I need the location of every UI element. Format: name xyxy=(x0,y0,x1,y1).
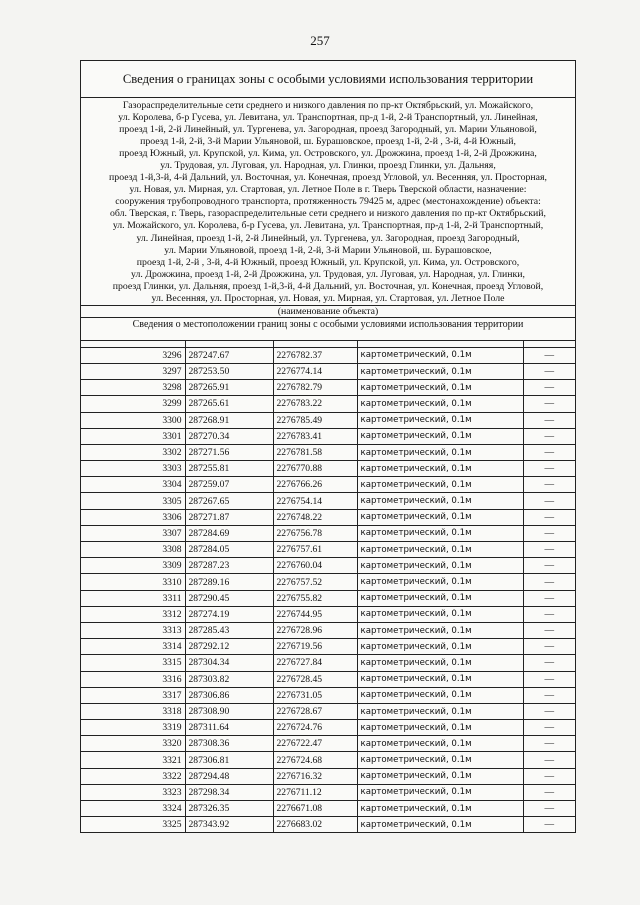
point-number-cell: 3301 xyxy=(81,428,185,444)
table-row xyxy=(81,720,575,736)
table-row xyxy=(81,655,575,671)
x-coordinate-cell: 287311.64 xyxy=(185,720,273,736)
table-row xyxy=(81,347,575,363)
object-caption: (наименование объекта) xyxy=(81,305,575,318)
point-number-cell: 3303 xyxy=(81,461,185,477)
extra-cell: — xyxy=(523,752,575,768)
method-cell: картометрический, 0.1м xyxy=(357,380,523,396)
extra-cell: — xyxy=(523,525,575,541)
extra-cell: — xyxy=(523,622,575,638)
point-number-cell: 3316 xyxy=(81,671,185,687)
x-coordinate-cell: 287284.05 xyxy=(185,542,273,558)
table-row xyxy=(81,558,575,574)
table-row xyxy=(81,412,575,428)
method-cell: картометрический, 0.1м xyxy=(357,558,523,574)
point-number-cell: 3297 xyxy=(81,363,185,379)
object-description-line: обл. Тверская, г. Тверь, газораспределительные сети среднего и низкого давления по пр-кт Октябрьский, xyxy=(110,208,546,220)
page-number: 257 xyxy=(310,33,330,48)
x-coordinate-cell: 287271.56 xyxy=(185,444,273,460)
object-description-line: проезд Глинки, ул. Дальняя, проезд 1-й,3-й, 4-й Дальний, ул. Восточная, ул. Конечная, проезд Угловой, xyxy=(112,280,544,292)
point-number-cell: 3304 xyxy=(81,477,185,493)
table-row xyxy=(81,574,575,590)
method-cell: картометрический, 0.1м xyxy=(357,606,523,622)
method-cell: картометрический, 0.1м xyxy=(357,444,523,460)
y-coordinate-cell: 2276727.84 xyxy=(273,655,357,671)
table-row xyxy=(81,590,575,606)
y-coordinate-cell: 2276781.58 xyxy=(273,444,357,460)
extra-cell: — xyxy=(523,412,575,428)
x-coordinate-cell: 287253.50 xyxy=(185,363,273,379)
table-row xyxy=(81,752,575,768)
point-number-cell: 3299 xyxy=(81,396,185,412)
method-cell: картометрический, 0.1м xyxy=(357,461,523,477)
method-cell: картометрический, 0.1м xyxy=(357,801,523,817)
table-row xyxy=(81,477,575,493)
y-coordinate-cell: 2276722.47 xyxy=(273,736,357,752)
object-description-line: сооружения трубопроводного транспорта, протяженность 79425 м, адрес (местонахождение) объекта: xyxy=(115,196,541,208)
y-coordinate-cell: 2276782.37 xyxy=(273,347,357,363)
table-row xyxy=(81,784,575,800)
table-row xyxy=(81,444,575,460)
y-coordinate-cell: 2276711.12 xyxy=(273,784,357,800)
point-number-cell: 3324 xyxy=(81,801,185,817)
point-number-cell: 3310 xyxy=(81,574,185,590)
table-row xyxy=(81,542,575,558)
method-cell: картометрический, 0.1м xyxy=(357,590,523,606)
object-description-line: ул. Можайского, ул. Королева, б-р Гусева, ул. Левитана, ул. Транспортная, пр-д 1-й, 2-й Транспортный, xyxy=(112,220,544,232)
extra-cell: — xyxy=(523,703,575,719)
object-description-line: проезд Южный, ул. Крупской, ул. Кима, ул. Островского, ул. Дрожжина, проезд 1-й, 2-й Дрожжина, xyxy=(119,148,537,160)
extra-cell: — xyxy=(523,542,575,558)
x-coordinate-cell: 287343.92 xyxy=(185,817,273,833)
object-description xyxy=(81,98,575,305)
x-coordinate-cell: 287265.91 xyxy=(185,380,273,396)
table-row xyxy=(81,396,575,412)
object-description-line: проезд 1-й,3-й, 4-й Дальний, ул. Восточная, ул. Конечная, проезд Угловой, ул. Весенняя, ул. Просторная, xyxy=(109,172,547,184)
point-number-cell: 3296 xyxy=(81,347,185,363)
extra-cell: — xyxy=(523,590,575,606)
point-number-cell: 3309 xyxy=(81,558,185,574)
y-coordinate-cell: 2276770.88 xyxy=(273,461,357,477)
extra-cell: — xyxy=(544,819,555,831)
method-cell: картометрический, 0.1м xyxy=(357,639,523,655)
extra-cell: — xyxy=(523,768,575,784)
table-row xyxy=(81,671,575,687)
table-row xyxy=(81,380,575,396)
method-cell: картометрический, 0.1м xyxy=(357,752,523,768)
x-coordinate-cell: 287326.35 xyxy=(185,801,273,817)
table-row xyxy=(81,428,575,444)
point-number-cell: 3317 xyxy=(81,687,185,703)
x-coordinate-cell: 287285.43 xyxy=(185,622,273,638)
point-number-cell: 3307 xyxy=(81,525,185,541)
extra-cell: — xyxy=(523,493,575,509)
x-coordinate-cell: 287294.48 xyxy=(185,768,273,784)
method-cell: картометрический, 0.1м xyxy=(357,655,523,671)
extra-cell: — xyxy=(523,606,575,622)
table-row xyxy=(81,606,575,622)
extra-cell: — xyxy=(523,720,575,736)
method-cell: картометрический, 0.1м xyxy=(357,542,523,558)
y-coordinate-cell: 2276782.79 xyxy=(273,380,357,396)
object-description-line: ул. Линейная, проезд 1-й, 2-й Линейный, ул. Тургенева, ул. Загородная, проезд Загородный, xyxy=(136,232,520,244)
x-coordinate-cell: 287308.90 xyxy=(185,703,273,719)
y-coordinate-cell: 2276783.22 xyxy=(273,396,357,412)
section-header: Сведения о местоположении границ зоны с особыми условиями использования территории xyxy=(81,318,575,341)
table-row xyxy=(81,493,575,509)
x-coordinate-cell: 287308.36 xyxy=(185,736,273,752)
point-number-cell: 3313 xyxy=(81,622,185,638)
extra-cell: — xyxy=(523,736,575,752)
method-cell: картометрический, 0.1м xyxy=(357,363,523,379)
method-cell: картометрический, 0.1м xyxy=(357,574,523,590)
method-cell: картометрический, 0.1м xyxy=(357,768,523,784)
x-coordinate-cell: 287292.12 xyxy=(185,639,273,655)
x-coordinate-cell: 287303.82 xyxy=(185,671,273,687)
object-description-line: ул. Новая, ул. Мирная, ул. Стартовая, ул. Летное Поле в г. Тверь Тверской области, назначение: xyxy=(129,184,527,196)
y-coordinate-cell: 2276683.02 xyxy=(273,817,357,833)
method-cell: картометрический, 0.1м xyxy=(357,428,523,444)
object-description-line: ул. Королева, б-р Гусева, ул. Левитана, ул. Транспортная, пр-д 1-й, 2-й Транспортный, ул. Линейная, xyxy=(118,112,538,124)
x-coordinate-cell: 287290.45 xyxy=(185,590,273,606)
y-coordinate-cell: 2276728.96 xyxy=(273,622,357,638)
extra-cell: — xyxy=(523,639,575,655)
y-coordinate-cell: 2276766.26 xyxy=(273,477,357,493)
extra-cell: — xyxy=(523,380,575,396)
method-cell: картометрический, 0.1м xyxy=(357,784,523,800)
y-coordinate-cell: 2276756.78 xyxy=(273,525,357,541)
y-coordinate-cell: 2276757.61 xyxy=(273,542,357,558)
y-coordinate-cell: 2276731.05 xyxy=(273,687,357,703)
extra-cell: — xyxy=(523,461,575,477)
x-coordinate-cell: 287247.67 xyxy=(185,347,273,363)
extra-cell: — xyxy=(523,671,575,687)
x-coordinate-cell: 287267.65 xyxy=(185,493,273,509)
point-number-cell: 3302 xyxy=(81,444,185,460)
extra-cell: — xyxy=(523,801,575,817)
point-number-cell: 3318 xyxy=(81,703,185,719)
table-row xyxy=(81,801,575,817)
method-cell: картометрический, 0.1м xyxy=(357,720,523,736)
method-cell: картометрический, 0.1м xyxy=(357,509,523,525)
x-coordinate-cell: 287284.69 xyxy=(185,525,273,541)
x-coordinate-cell: 287298.34 xyxy=(185,784,273,800)
point-number-cell: 3308 xyxy=(81,542,185,558)
y-coordinate-cell: 2276774.14 xyxy=(273,363,357,379)
extra-cell: — xyxy=(523,784,575,800)
extra-cell: — xyxy=(523,347,575,363)
point-number-cell: 3300 xyxy=(81,412,185,428)
point-number-cell: 3306 xyxy=(81,509,185,525)
extra-cell: — xyxy=(523,477,575,493)
x-coordinate-cell: 287289.16 xyxy=(185,574,273,590)
table-row xyxy=(81,736,575,752)
object-description-line: ул. Дрожжина, проезд 1-й, 2-й Дрожжина, ул. Трудовая, ул. Луговая, ул. Народная, ул. Глинки, xyxy=(131,268,525,280)
extra-cell: — xyxy=(523,396,575,412)
table-row xyxy=(81,509,575,525)
extra-cell: — xyxy=(523,509,575,525)
point-number-cell: 3321 xyxy=(81,752,185,768)
table-row xyxy=(81,525,575,541)
x-coordinate-cell: 287270.34 xyxy=(185,428,273,444)
method-cell: картометрический, 0.1м xyxy=(357,687,523,703)
table-row xyxy=(81,363,575,379)
y-coordinate-cell: 2276716.32 xyxy=(273,768,357,784)
point-number-cell: 3315 xyxy=(81,655,185,671)
y-coordinate-cell: 2276760.04 xyxy=(273,558,357,574)
y-coordinate-cell: 2276728.67 xyxy=(273,703,357,719)
point-number-cell: 3312 xyxy=(81,606,185,622)
method-cell: картометрический, 0.1м xyxy=(357,671,523,687)
extra-cell: — xyxy=(523,444,575,460)
object-description-line: проезд 1-й, 2-й , 3-й, 4-й Южный, проезд Южный, ул. Крупской, ул. Кима, ул. Островского, xyxy=(136,256,520,268)
method-cell: картометрический, 0.1м xyxy=(357,412,523,428)
x-coordinate-cell: 287287.23 xyxy=(185,558,273,574)
method-cell: картометрический, 0.1м xyxy=(357,736,523,752)
point-number-cell: 3314 xyxy=(81,639,185,655)
extra-cell: — xyxy=(523,363,575,379)
document-title: Сведения о границах зоны с особыми условиями использования территории xyxy=(81,61,575,98)
y-coordinate-cell: 2276785.49 xyxy=(273,412,357,428)
y-coordinate-cell: 2276744.95 xyxy=(273,606,357,622)
x-coordinate-cell: 287271.87 xyxy=(185,509,273,525)
object-description-line: проезд 1-й, 2-й Линейный, ул. Тургенева, ул. Загородная, проезд Загородный, ул. Марии Ульяновой, xyxy=(119,124,537,136)
point-number-cell: 3298 xyxy=(81,380,185,396)
table-row xyxy=(81,703,575,719)
table-row xyxy=(81,461,575,477)
point-number-cell: 3323 xyxy=(81,784,185,800)
x-coordinate-cell: 287306.86 xyxy=(185,687,273,703)
object-description-line: проезд 1-й, 2-й, 3-й Марии Ульяновой, ш. Бурашовское, проезд 1-й, 2-й , 3-й, 4-й Южный, xyxy=(140,136,516,148)
x-coordinate-cell: 287304.34 xyxy=(185,655,273,671)
extra-cell: — xyxy=(523,574,575,590)
extra-cell: — xyxy=(523,687,575,703)
method-cell: картометрический, 0.1м xyxy=(357,525,523,541)
y-coordinate-cell: 2276719.56 xyxy=(273,639,357,655)
point-number-cell: 3325 xyxy=(81,817,185,833)
y-coordinate-cell: 2276724.68 xyxy=(273,752,357,768)
extra-cell: — xyxy=(523,655,575,671)
x-coordinate-cell: 287306.81 xyxy=(185,752,273,768)
y-coordinate-cell: 2276783.41 xyxy=(273,428,357,444)
method-cell: картометрический, 0.1м xyxy=(357,396,523,412)
point-number-cell: 3311 xyxy=(81,590,185,606)
method-cell: картометрический, 0.1м xyxy=(357,493,523,509)
object-description-line: ул. Трудовая, ул. Луговая, ул. Народная, ул. Глинки, проезд Глинки, ул. Дальняя, xyxy=(160,160,496,172)
table-row xyxy=(81,768,575,784)
table-row xyxy=(81,817,575,833)
object-description-line: ул. Весенняя, ул. Просторная, ул. Новая, ул. Мирная, ул. Стартовая, ул. Летное Поле xyxy=(151,292,505,304)
y-coordinate-cell: 2276748.22 xyxy=(273,509,357,525)
method-cell: картометрический, 0.1м xyxy=(357,817,523,833)
method-cell: картометрический, 0.1м xyxy=(357,622,523,638)
point-number-cell: 3322 xyxy=(81,768,185,784)
point-number-cell: 3320 xyxy=(81,736,185,752)
x-coordinate-cell: 287255.81 xyxy=(185,461,273,477)
table-row xyxy=(81,622,575,638)
y-coordinate-cell: 2276755.82 xyxy=(273,590,357,606)
table-row xyxy=(81,639,575,655)
y-coordinate-cell: 2276757.52 xyxy=(273,574,357,590)
method-cell: картометрический, 0.1м xyxy=(357,703,523,719)
extra-cell: — xyxy=(523,428,575,444)
x-coordinate-cell: 287268.91 xyxy=(185,412,273,428)
coordinates-table xyxy=(81,341,575,833)
x-coordinate-cell: 287259.07 xyxy=(185,477,273,493)
extra-cell: — xyxy=(523,558,575,574)
x-coordinate-cell: 287265.61 xyxy=(185,396,273,412)
y-coordinate-cell: 2276671.08 xyxy=(273,801,357,817)
point-number-cell: 3305 xyxy=(81,493,185,509)
zone-boundary-sheet xyxy=(80,60,576,833)
y-coordinate-cell: 2276724.76 xyxy=(273,720,357,736)
point-number-cell: 3319 xyxy=(81,720,185,736)
object-description-line: ул. Марии Ульяновой, проезд 1-й, 2-й, 3-й Марии Ульяновой, ш. Бурашовское, xyxy=(164,244,492,256)
method-cell: картометрический, 0.1м xyxy=(357,347,523,363)
object-description-line: Газораспределительные сети среднего и низкого давления по пр-кт Октябрьский, ул. Можайского, xyxy=(122,100,534,111)
y-coordinate-cell: 2276754.14 xyxy=(273,493,357,509)
x-coordinate-cell: 287274.19 xyxy=(185,606,273,622)
y-coordinate-cell: 2276728.45 xyxy=(273,671,357,687)
method-cell: картометрический, 0.1м xyxy=(357,477,523,493)
table-row xyxy=(81,687,575,703)
